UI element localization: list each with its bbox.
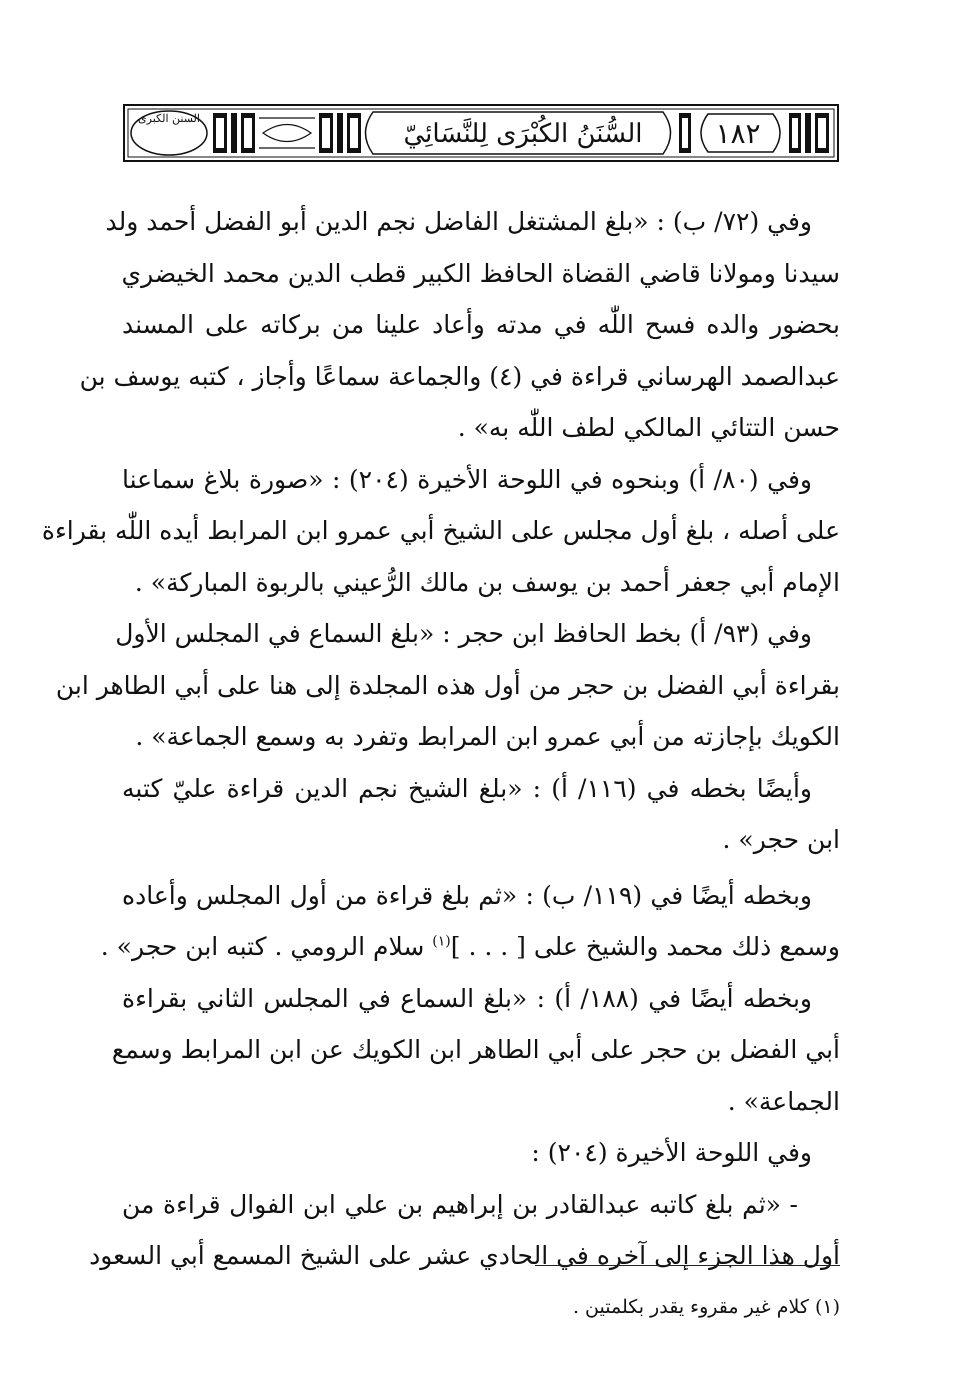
text-line: ابن حجر» .	[722, 825, 840, 854]
text-line: بقراءة أبي الفضل بن حجر من أول هذه المجلدة إلى هنا على أبي الطاهر ابن	[55, 670, 840, 700]
text-line: الإمام أبي جعفر أحمد بن يوسف بن مالك الرُّعيني بالربوة المباركة» .	[134, 567, 840, 597]
text-segment: سلام الرومي . كتبه ابن حجر» .	[100, 932, 433, 961]
page-number: ١٨٢	[715, 117, 761, 150]
footnote-ref: (١)	[432, 933, 451, 950]
text-line: وفي (٨٠/ أ) وبنحوه في اللوحة الأخيرة (٢٠٤) : «صورة بلاغ سماعنا	[122, 464, 812, 494]
text-segment: وسمع ذلك محمد والشيخ على [ . . . ]	[450, 932, 840, 961]
text-line: الكويك بإجازته من أبي عمرو ابن المرابط وتفرد به وسمع الجماعة» .	[135, 722, 840, 751]
text-line: وبخطه أيضًا في (١١٩/ ب) : «ثم بلغ قراءة من أول المجلس وأعاده	[122, 880, 812, 910]
text-line: سيدنا ومولانا قاضي القضاة الحافظ الكبير قطب الدين محمد الخيضري	[121, 258, 840, 288]
text-line: وفي (٩٣/ أ) بخط الحافظ ابن حجر : «بلغ السماع في المجلس الأول	[115, 619, 812, 648]
text-line: على أصله ، بلغ أول مجلس على الشيخ أبي عمرو ابن المرابط أيده اللّٰه بقراءة	[41, 516, 840, 545]
text-line: وأيضًا بخطه في (١١٦/ أ) : «بلغ الشيخ نجم الدين قراءة عليّ كتبه	[122, 773, 812, 803]
text-line: - «ثم بلغ كاتبه عبدالقادر بن إبراهيم بن علي ابن الفوال قراءة من	[122, 1189, 798, 1219]
footnote: (١) كلام غير مقروء يقدر بكلمتين .	[572, 1296, 840, 1318]
text-line: الجماعة» .	[727, 1086, 840, 1116]
text-line: بحضور والده فسح اللّٰه في مدته وأعاد علينا من بركاته على المسند	[122, 310, 840, 339]
text-line: حسن التتائي المالكي لطف اللّٰه به» .	[457, 413, 840, 442]
footnote-separator	[535, 1265, 840, 1266]
running-title: السُّنَنُ الكُبْرَى لِلنَّسَائِيّ	[403, 119, 643, 149]
header-seal: السنن الكبرى	[138, 112, 200, 125]
page-header	[123, 104, 839, 162]
text-line-with-footnote	[100, 921, 840, 973]
text-line: وفي اللوحة الأخيرة (٢٠٤) :	[531, 1138, 812, 1167]
text-line: وفي (٧٢/ ب) : «بلغ المشتغل الفاضل نجم الدين أبو الفضل أحمد ولد	[105, 207, 812, 236]
text-line: عبدالصمد الهرساني قراءة في (٤) والجماعة سماعًا وأجاز ، كتبه يوسف بن	[79, 361, 840, 391]
text-line: أول هذا الجزء إلى آخره في الحادي عشر على الشيخ المسمع أبي السعود	[89, 1241, 840, 1270]
text-line: وبخطه أيضًا في (١٨٨/ أ) : «بلغ السماع في المجلس الثاني بقراءة	[122, 983, 812, 1013]
body-text	[41, 196, 840, 1282]
text-line: أبي الفضل بن حجر على أبي الطاهر ابن الكويك عن ابن المرابط وسمع	[111, 1035, 840, 1064]
